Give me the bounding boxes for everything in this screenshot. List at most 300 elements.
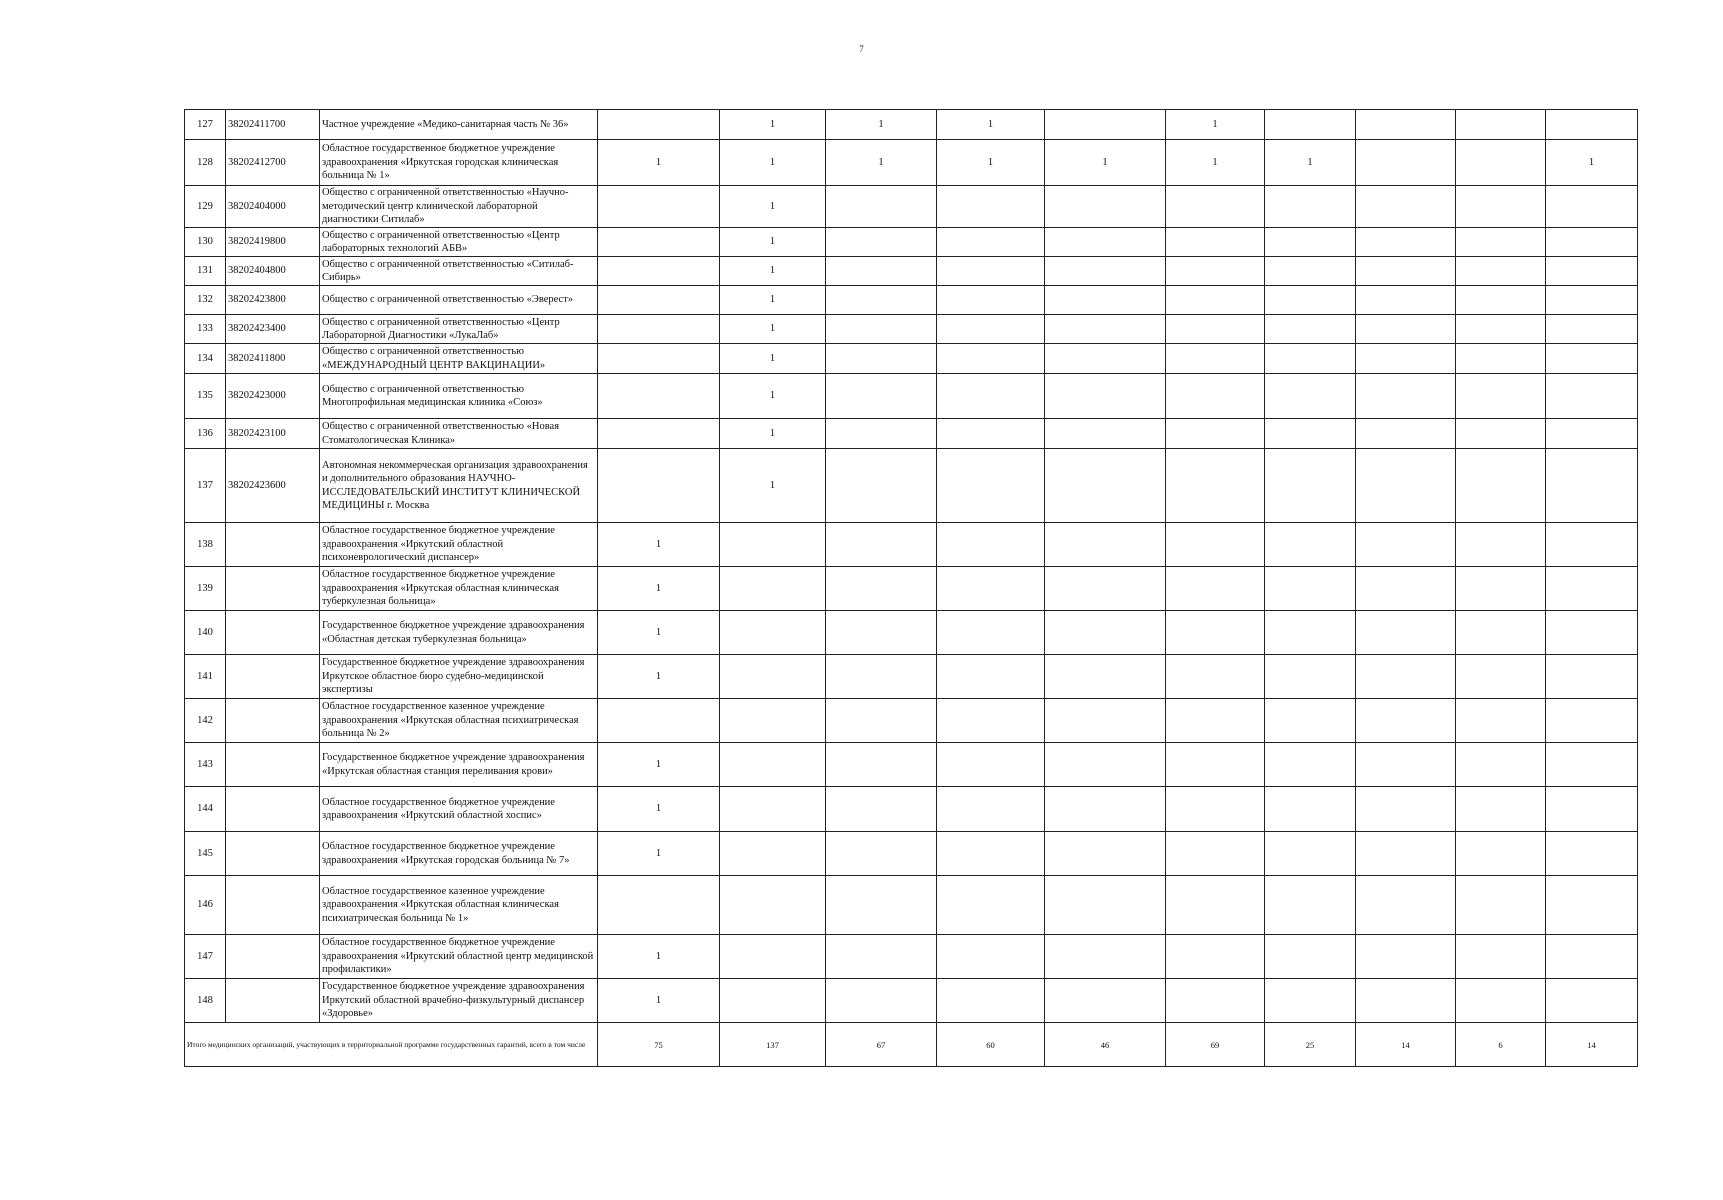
participation-cell [826,419,937,449]
participation-cell [1356,419,1456,449]
participation-cell [598,286,720,315]
row-number: 141 [185,655,226,699]
participation-cell [1456,787,1546,832]
participation-cell [1265,257,1356,286]
participation-cell: 1 [720,449,826,523]
row-number: 127 [185,110,226,140]
participation-cell: 1 [1265,140,1356,186]
participation-cell: 1 [598,832,720,876]
total-cell: 75 [598,1023,720,1067]
participation-cell [1546,876,1638,935]
participation-cell [1356,286,1456,315]
organization-name: Частное учреждение «Медико-санитарная часть № 36» [320,110,598,140]
participation-cell: 1 [1166,110,1265,140]
participation-cell: 1 [598,655,720,699]
participation-cell [1356,110,1456,140]
participation-cell [826,611,937,655]
participation-cell [937,186,1045,228]
participation-cell [1265,567,1356,611]
participation-cell [1045,567,1166,611]
table-row [185,449,1638,523]
participation-cell [1356,140,1456,186]
participation-cell [1356,523,1456,567]
row-number: 128 [185,140,226,186]
participation-cell [937,374,1045,419]
row-number: 144 [185,787,226,832]
participation-cell [1166,449,1265,523]
participation-cell [1265,611,1356,655]
participation-cell [1045,876,1166,935]
registry-code: 38202404800 [226,257,320,286]
organization-name: Областное государственное бюджетное учреждение здравоохранения «Иркутская областная клиническая туберкулезная больница» [320,567,598,611]
organization-name: Общество с ограниченной ответственностью «Ситилаб-Сибирь» [320,257,598,286]
participation-cell [1265,419,1356,449]
row-number: 136 [185,419,226,449]
participation-cell [1265,286,1356,315]
participation-cell [720,567,826,611]
participation-cell: 1 [720,286,826,315]
participation-cell [826,257,937,286]
participation-cell [720,787,826,832]
participation-cell [1546,186,1638,228]
participation-cell [1356,876,1456,935]
organization-name: Областное государственное бюджетное учреждение здравоохранения «Иркутский областной центр медицинской профилактики» [320,935,598,979]
participation-cell [826,832,937,876]
participation-cell [1546,449,1638,523]
participation-cell [1166,979,1265,1023]
total-cell: 6 [1456,1023,1546,1067]
participation-cell [1456,876,1546,935]
participation-cell [1265,344,1356,374]
row-number: 140 [185,611,226,655]
table-row [185,257,1638,286]
table-row [185,979,1638,1023]
participation-cell [826,655,937,699]
participation-cell [937,257,1045,286]
registry-code: 38202419800 [226,228,320,257]
registry-code: 38202412700 [226,140,320,186]
participation-cell [1456,228,1546,257]
row-number: 143 [185,743,226,787]
participation-cell [1045,611,1166,655]
organization-name: Областное государственное казенное учреждение здравоохранения «Иркутская областная клиническая психиатрическая больница № 1» [320,876,598,935]
registry-code [226,611,320,655]
participation-cell: 1 [598,523,720,567]
registry-code [226,787,320,832]
participation-cell [1546,567,1638,611]
participation-cell [1356,374,1456,419]
participation-cell [826,567,937,611]
participation-cell [937,523,1045,567]
participation-cell [1265,186,1356,228]
organization-name: Государственное бюджетное учреждение здравоохранения «Иркутская областная станция переливания крови» [320,743,598,787]
table-row [185,699,1638,743]
participation-cell [1546,832,1638,876]
participation-cell [1356,257,1456,286]
participation-cell: 1 [598,979,720,1023]
participation-cell [720,611,826,655]
participation-cell [937,655,1045,699]
participation-cell: 1 [598,935,720,979]
table-row [185,140,1638,186]
participation-cell [937,611,1045,655]
registry-code [226,699,320,743]
participation-cell: 1 [720,257,826,286]
participation-cell: 1 [720,186,826,228]
participation-cell [1456,743,1546,787]
registry-code [226,832,320,876]
registry-code [226,743,320,787]
row-number: 138 [185,523,226,567]
row-number: 145 [185,832,226,876]
participation-cell [1456,567,1546,611]
participation-cell [826,344,937,374]
row-number: 133 [185,315,226,344]
participation-cell [1166,611,1265,655]
participation-cell [937,832,1045,876]
registry-code: 38202423600 [226,449,320,523]
total-cell: 46 [1045,1023,1166,1067]
organization-name: Общество с ограниченной ответственностью «Центр Лабораторной Диагностики «ЛукаЛаб» [320,315,598,344]
participation-cell [1546,655,1638,699]
participation-cell [1166,935,1265,979]
table-row [185,344,1638,374]
organizations-table [184,109,1638,1067]
participation-cell [826,228,937,257]
participation-cell [826,935,937,979]
participation-cell [1265,743,1356,787]
total-cell: 67 [826,1023,937,1067]
table-row [185,315,1638,344]
participation-cell [598,449,720,523]
participation-cell [1265,787,1356,832]
table-row [185,523,1638,567]
participation-cell [1456,699,1546,743]
participation-cell [1045,935,1166,979]
participation-cell [1546,935,1638,979]
participation-cell: 1 [826,110,937,140]
participation-cell [1045,449,1166,523]
participation-cell [1456,449,1546,523]
table-row [185,374,1638,419]
participation-cell [1456,140,1546,186]
participation-cell [1356,787,1456,832]
participation-cell [1166,523,1265,567]
participation-cell [1356,567,1456,611]
participation-cell [937,419,1045,449]
participation-cell [1456,832,1546,876]
participation-cell [1356,832,1456,876]
registry-code: 38202423400 [226,315,320,344]
row-number: 146 [185,876,226,935]
organization-name: Общество с ограниченной ответственностью «Центр лабораторных технологий АБВ» [320,228,598,257]
participation-cell [937,344,1045,374]
participation-cell: 1 [598,611,720,655]
participation-cell [937,286,1045,315]
participation-cell [598,344,720,374]
participation-cell [720,876,826,935]
total-cell: 69 [1166,1023,1265,1067]
participation-cell [1456,257,1546,286]
participation-cell [826,699,937,743]
participation-cell [1045,110,1166,140]
participation-cell [598,257,720,286]
participation-cell: 1 [720,374,826,419]
participation-cell [1456,655,1546,699]
organization-name: Областное государственное бюджетное учреждение здравоохранения «Иркутская городская клиническая больница № 1» [320,140,598,186]
table-row [185,743,1638,787]
participation-cell [1045,979,1166,1023]
participation-cell [1265,655,1356,699]
participation-cell [937,228,1045,257]
registry-code [226,523,320,567]
row-number: 147 [185,935,226,979]
table-row [185,832,1638,876]
participation-cell [720,743,826,787]
organization-name: Областное государственное бюджетное учреждение здравоохранения «Иркутский областной психоневрологический диспансер» [320,523,598,567]
participation-cell [1356,315,1456,344]
participation-cell [1456,374,1546,419]
participation-cell [1265,832,1356,876]
participation-cell [1265,935,1356,979]
participation-cell [826,979,937,1023]
registry-code [226,567,320,611]
participation-cell [937,935,1045,979]
registry-code: 38202411800 [226,344,320,374]
total-cell: 60 [937,1023,1045,1067]
organization-name: Общество с ограниченной ответственностью «МЕЖДУНАРОДНЫЙ ЦЕНТР ВАКЦИНАЦИИ» [320,344,598,374]
participation-cell: 1 [720,228,826,257]
participation-cell [937,743,1045,787]
participation-cell [1045,787,1166,832]
organization-name: Областное государственное казенное учреждение здравоохранения «Иркутская областная психиатрическая больница № 2» [320,699,598,743]
organization-name: Автономная некоммерческая организация здравоохранения и дополнительного образования НАУЧНО-ИССЛЕДОВАТЕЛЬСКИЙ ИНСТИТУТ КЛИНИЧЕСКОЙ МЕДИЦИНЫ г. Москва [320,449,598,523]
participation-cell [1546,419,1638,449]
table-row [185,876,1638,935]
participation-cell: 1 [598,567,720,611]
participation-cell [1546,611,1638,655]
participation-cell [1356,655,1456,699]
row-number: 139 [185,567,226,611]
row-number: 134 [185,344,226,374]
participation-cell [1166,257,1265,286]
total-cell: 14 [1546,1023,1638,1067]
row-number: 148 [185,979,226,1023]
participation-cell [1456,186,1546,228]
row-number: 137 [185,449,226,523]
participation-cell [598,315,720,344]
participation-cell [1166,186,1265,228]
participation-cell [1265,315,1356,344]
table-row [185,419,1638,449]
organization-name: Общество с ограниченной ответственностью «Научно-методический центр клинической лабораторной диагностики Ситилаб» [320,186,598,228]
participation-cell: 1 [720,140,826,186]
participation-cell [720,979,826,1023]
participation-cell [1456,110,1546,140]
participation-cell [720,935,826,979]
participation-cell [1265,876,1356,935]
registry-code [226,655,320,699]
participation-cell [1166,743,1265,787]
participation-cell: 1 [937,110,1045,140]
participation-cell [720,832,826,876]
registry-code: 38202411700 [226,110,320,140]
registry-code: 38202423100 [226,419,320,449]
participation-cell [1166,374,1265,419]
participation-cell: 1 [937,140,1045,186]
participation-cell [1356,186,1456,228]
participation-cell [1356,344,1456,374]
total-cell: 25 [1265,1023,1356,1067]
participation-cell [1546,344,1638,374]
total-cell: 137 [720,1023,826,1067]
participation-cell [1546,743,1638,787]
table-body [185,110,1638,1067]
participation-cell [937,449,1045,523]
participation-cell [1045,419,1166,449]
participation-cell [937,315,1045,344]
participation-cell [1166,419,1265,449]
table-row [185,228,1638,257]
participation-cell [826,374,937,419]
participation-cell [1356,228,1456,257]
participation-cell [1166,228,1265,257]
participation-cell [1356,743,1456,787]
row-number: 131 [185,257,226,286]
organization-name: Областное государственное бюджетное учреждение здравоохранения «Иркутская городская больница № 7» [320,832,598,876]
totals-label: Итого медицинских организаций, участвующих в территориальной программе государственных гарантий, всего в том числе [185,1023,598,1067]
organization-name: Государственное бюджетное учреждение здравоохранения Иркутское областное бюро судебно-медицинской экспертизы [320,655,598,699]
participation-cell [1546,699,1638,743]
participation-cell [1045,315,1166,344]
participation-cell [1045,257,1166,286]
participation-cell [826,743,937,787]
organization-name: Государственное бюджетное учреждение здравоохранения «Областная детская туберкулезная больница» [320,611,598,655]
participation-cell [1546,110,1638,140]
table-row [185,286,1638,315]
total-cell: 14 [1356,1023,1456,1067]
participation-cell [1045,655,1166,699]
participation-cell [1546,257,1638,286]
participation-cell [1265,523,1356,567]
participation-cell [937,567,1045,611]
participation-cell [1166,876,1265,935]
table-row [185,787,1638,832]
table-row [185,186,1638,228]
participation-cell: 1 [1166,140,1265,186]
participation-cell [826,876,937,935]
participation-cell [1456,315,1546,344]
participation-cell [1045,186,1166,228]
page-number: 7 [859,44,864,54]
participation-cell [1265,228,1356,257]
participation-cell [1166,344,1265,374]
participation-cell: 1 [720,110,826,140]
participation-cell [1045,228,1166,257]
participation-cell [1166,832,1265,876]
participation-cell [720,699,826,743]
participation-cell [1265,699,1356,743]
participation-cell [1546,787,1638,832]
registry-code: 38202404000 [226,186,320,228]
participation-cell [1045,286,1166,315]
participation-cell [1356,935,1456,979]
table-row [185,567,1638,611]
participation-cell: 1 [720,344,826,374]
row-number: 132 [185,286,226,315]
participation-cell [1045,523,1166,567]
participation-cell [937,699,1045,743]
participation-cell [1045,743,1166,787]
participation-cell [1045,374,1166,419]
participation-cell [826,449,937,523]
participation-cell [1166,567,1265,611]
participation-cell [598,876,720,935]
table-row [185,611,1638,655]
participation-cell [1166,699,1265,743]
participation-cell [937,787,1045,832]
totals-row [185,1023,1638,1067]
participation-cell [1456,286,1546,315]
participation-cell [1546,228,1638,257]
registry-code [226,979,320,1023]
participation-cell [720,523,826,567]
table-row [185,655,1638,699]
table-row [185,110,1638,140]
registry-code: 38202423800 [226,286,320,315]
participation-cell [826,523,937,567]
participation-cell [1265,979,1356,1023]
participation-cell: 1 [720,419,826,449]
row-number: 129 [185,186,226,228]
participation-cell [1265,449,1356,523]
participation-cell [1166,286,1265,315]
participation-cell [826,186,937,228]
participation-cell [1045,699,1166,743]
participation-cell [937,979,1045,1023]
participation-cell: 1 [598,140,720,186]
registry-code [226,935,320,979]
participation-cell [1265,110,1356,140]
participation-cell: 1 [598,787,720,832]
participation-cell [1356,699,1456,743]
participation-cell [1456,419,1546,449]
participation-cell [1166,787,1265,832]
registry-code [226,876,320,935]
participation-cell [1166,655,1265,699]
participation-cell [826,315,937,344]
participation-cell [1456,611,1546,655]
participation-cell [1356,449,1456,523]
participation-cell: 1 [1045,140,1166,186]
participation-cell [1456,979,1546,1023]
row-number: 135 [185,374,226,419]
organization-name: Общество с ограниченной ответственностью «Новая Стоматологическая Клиника» [320,419,598,449]
organization-name: Общество с ограниченной ответственностью «Эверест» [320,286,598,315]
participation-cell [598,699,720,743]
participation-cell [826,286,937,315]
participation-cell [1546,979,1638,1023]
row-number: 130 [185,228,226,257]
participation-cell [1356,979,1456,1023]
organization-name: Государственное бюджетное учреждение здравоохранения Иркутский областной врачебно-физкультурный диспансер «Здоровье» [320,979,598,1023]
participation-cell [720,655,826,699]
table-row [185,935,1638,979]
participation-cell [937,876,1045,935]
participation-cell: 1 [826,140,937,186]
participation-cell [1045,832,1166,876]
participation-cell [1546,523,1638,567]
